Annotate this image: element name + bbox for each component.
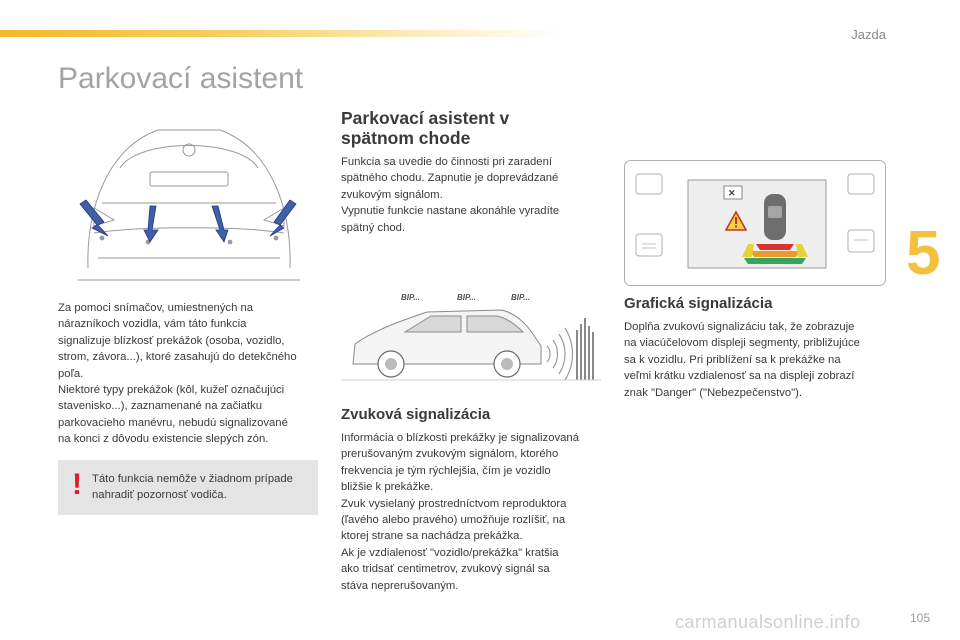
audio-signal-paragraph	[341, 430, 606, 594]
audio-line: frekvencia je tým rýchlejšia, čím je vozidlo	[341, 464, 551, 477]
intro-line: signalizuje blízkosť prekážok (osoba, vozidlo,	[58, 334, 285, 347]
rear-line: zvukovým signálom.	[341, 188, 443, 201]
graphic-line: sa k vozidlu. Pri priblížení sa k prekážke na	[624, 353, 841, 366]
rear-car-drawing	[58, 108, 320, 286]
intro-line: poľa.	[58, 367, 84, 380]
intro-line: strom, závora...), ktoré zasahujú do detekčného	[58, 351, 297, 364]
rear-line: Funkcia sa uvedie do činnosti pri zaradení	[341, 156, 552, 168]
proximity-segments	[742, 244, 808, 264]
graphic-signal-paragraph	[624, 319, 889, 401]
header-accent-stripe	[0, 30, 560, 37]
warning-box	[58, 460, 318, 515]
side-car-drawing	[341, 286, 601, 386]
rear-line: spätný chod.	[341, 221, 406, 234]
car-top-view-icon	[764, 194, 786, 240]
multifunction-display-illustration	[624, 160, 886, 286]
audio-signal-heading: Zvuková signalizácia	[341, 406, 491, 423]
audio-line: prerušovaným zvukovým signálom, ktorého	[341, 448, 559, 461]
intro-line: stavenisko...), zaznamenané na začiatku	[58, 400, 263, 413]
wall-obstacle	[577, 318, 593, 380]
sound-waves	[547, 328, 573, 380]
intro-paragraph	[58, 300, 320, 448]
page-title: Parkovací asistent	[58, 62, 304, 95]
warning-line: Táto funkcia nemôže v žiadnom prípade	[92, 473, 293, 485]
rear-assist-paragraph	[341, 154, 601, 236]
intro-line: Niektoré typy prekážok (kôl, kužeľ označujúci	[58, 384, 285, 397]
chapter-number-badge: 5	[906, 219, 941, 288]
audio-line: ktorej strane sa nachádza prekážka.	[341, 530, 523, 543]
intro-line: parkovacieho manévru, nebudú signalizované	[58, 416, 288, 429]
audio-line: Zvuk vysielaný prostredníctvom reproduktora	[341, 497, 567, 510]
warning-line: nahradiť pozornosť vodiča.	[92, 489, 227, 501]
screen-close-icon: ✕	[728, 188, 736, 198]
page-number: 105	[909, 611, 930, 625]
rear-bumper-sensors-illustration	[58, 108, 320, 286]
intro-line: nárazníkoch vozidla, vám táto funkcia	[58, 318, 247, 331]
bip-label: BIP...	[401, 293, 420, 302]
intro-line: Za pomoci snímačov, umiestnených na	[58, 302, 254, 314]
section-name: Jazda	[851, 27, 886, 42]
audio-line: ako tridsať centimetrov, zvukový signál sa	[341, 563, 550, 576]
audio-line: (ľavého alebo pravého) umožňuje rozlíšiť, na	[341, 514, 566, 527]
bip-label: BIP...	[457, 293, 476, 302]
rear-line: spätného chodu. Zapnutie je doprevádzané	[341, 172, 559, 185]
rear-assist-heading	[341, 108, 591, 148]
audio-line: stáva neprerušovaným.	[341, 579, 459, 592]
audio-line: Ak je vzdialenosť "vozidlo/prekážka" kratšia	[341, 546, 559, 559]
graphic-line: na viacúčelovom displeji segmenty, približujúce	[624, 337, 860, 350]
rear-heading-line: spätnom chode	[341, 128, 471, 148]
graphic-line: znak "Danger" ("Nebezpečenstvo").	[624, 386, 803, 399]
rear-line: Vypnutie funkcie nastane akonáhle vyradíte	[341, 205, 560, 218]
warning-exclamation-icon: !	[72, 468, 82, 501]
display-drawing	[624, 160, 886, 286]
intro-line: na konci z dôvodu existencie slepých zón.	[58, 433, 269, 446]
graphic-signal-heading: Grafická signalizácia	[624, 295, 773, 312]
rear-heading-line: Parkovací asistent v	[341, 108, 510, 128]
audio-line: bližšie k prekážke.	[341, 481, 434, 494]
watermark: carmanualsonline.info	[675, 612, 861, 632]
graphic-line: Doplňa zvukovú signalizáciu tak, že zobrazuje	[624, 321, 855, 333]
reversing-car-illustration	[341, 286, 601, 386]
warning-text	[92, 471, 312, 503]
graphic-line: veľmi krátku vzdialenosť sa na displeji zobrazí	[624, 370, 855, 383]
bip-label: BIP...	[511, 293, 530, 302]
audio-line: Informácia o blízkosti prekážky je signalizovaná	[341, 432, 579, 444]
